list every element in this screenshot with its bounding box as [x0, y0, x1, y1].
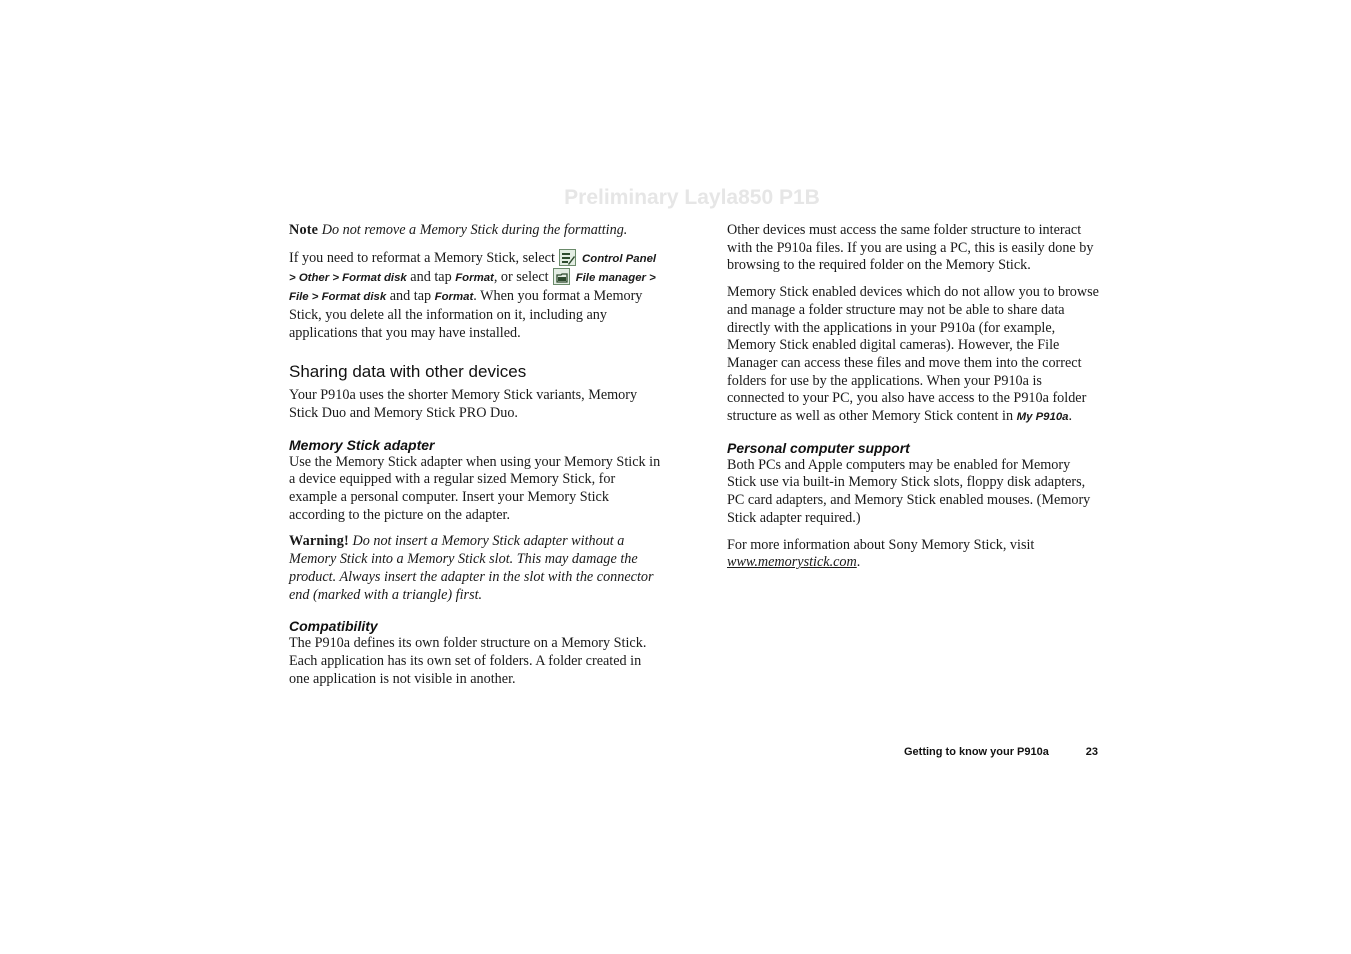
- reformat-text-2: and tap: [406, 269, 456, 286]
- more-info-paragraph: [727, 537, 1099, 572]
- reformat-paragraph: [289, 249, 661, 343]
- more-info-text: For more information about Sony Memory Stick, visit: [727, 536, 1035, 553]
- warning-label: Warning!: [289, 533, 349, 550]
- memorystick-link[interactable]: www.memorystick.com: [727, 554, 857, 571]
- file-manager-paragraph: [727, 284, 1099, 427]
- adapter-heading: Memory Stick adapter: [289, 436, 435, 453]
- control-panel-path: Control Panel > Other > Format disk: [289, 252, 657, 285]
- sharing-paragraph: Your P910a uses the shorter Memory Stick variants, Memory Stick Duo and Memory Stick PRO Duo.: [289, 387, 638, 421]
- more-info-end: .: [856, 554, 861, 571]
- right-column: [727, 222, 1099, 581]
- reformat-text-3: , or select: [493, 269, 553, 286]
- reformat-text-1: If you need to reformat a Memory Stick, select: [289, 249, 559, 266]
- warning-text: Do not insert a Memory Stick adapter without a Memory Stick into a Memory Stick slot. This may damage the product. Always insert the adapter in the slot with the connector end (marked with a triangle) first.: [289, 533, 654, 603]
- pc-support-paragraph: Both PCs and Apple computers may be enabled for Memory Stick use via built-in Memory Stick slots, floppy disk adapters, PC card adapters, and Memory Stick enabled mouses. (Memory Stick adapter required.): [727, 456, 1091, 526]
- compatibility-heading: Compatibility: [289, 618, 378, 635]
- note-label: Note: [289, 222, 319, 238]
- format-command-2: Format: [434, 291, 474, 304]
- compatibility-paragraph: The P910a defines its own folder structure on a Memory Stick. Each application has its own set of folders. A folder created in one application is not visible in another.: [289, 635, 647, 687]
- reformat-text-5: . When you format a Memory Stick, you delete all the information on it, including any applications that you may have installed.: [289, 288, 643, 341]
- file-manager-text: Memory Stick enabled devices which do not allow you to browse and manage a folder structure may not be able to share data directly with the applications in your P910a (for example, Memory Stick enabled digital cameras). However, the File Manager can access these files and move them into the correct folders for use by the applications. When your P910a is connected to your PC, you also have access to the P910a folder structure as well as other Memory Stick content in: [727, 284, 1099, 425]
- control-panel-icon: [559, 249, 576, 266]
- reformat-text-4: and tap: [386, 288, 435, 305]
- note-text: Do not remove a Memory Stick during the formatting.: [321, 222, 628, 238]
- watermark: Preliminary Layla850 P1B: [564, 186, 820, 209]
- my-p910a-label: My P910a: [1016, 411, 1069, 424]
- note-paragraph: [289, 222, 661, 240]
- left-column: [289, 222, 661, 697]
- format-command: Format: [455, 272, 494, 285]
- chapter-title: Getting to know your P910a: [904, 746, 1049, 758]
- page-number: 23: [1085, 746, 1098, 758]
- warning-paragraph: [289, 533, 661, 604]
- pc-support-heading: Personal computer support: [727, 439, 910, 456]
- file-manager-path: File manager > File > Format disk: [289, 272, 656, 304]
- file-manager-end: .: [1068, 408, 1073, 425]
- sharing-heading: Sharing data with other devices: [289, 362, 527, 382]
- adapter-paragraph: Use the Memory Stick adapter when using your Memory Stick in a device equipped with a regular sized Memory Stick, for example a personal computer. Insert your Memory Stick according to the picture on the adapter.: [289, 453, 661, 523]
- file-manager-icon: [553, 268, 570, 285]
- folder-structure-paragraph: Other devices must access the same folder structure to interact with the P910a files. If you are using a PC, this is easily done by browsing to the required folder on the Memory Stick.: [727, 222, 1094, 274]
